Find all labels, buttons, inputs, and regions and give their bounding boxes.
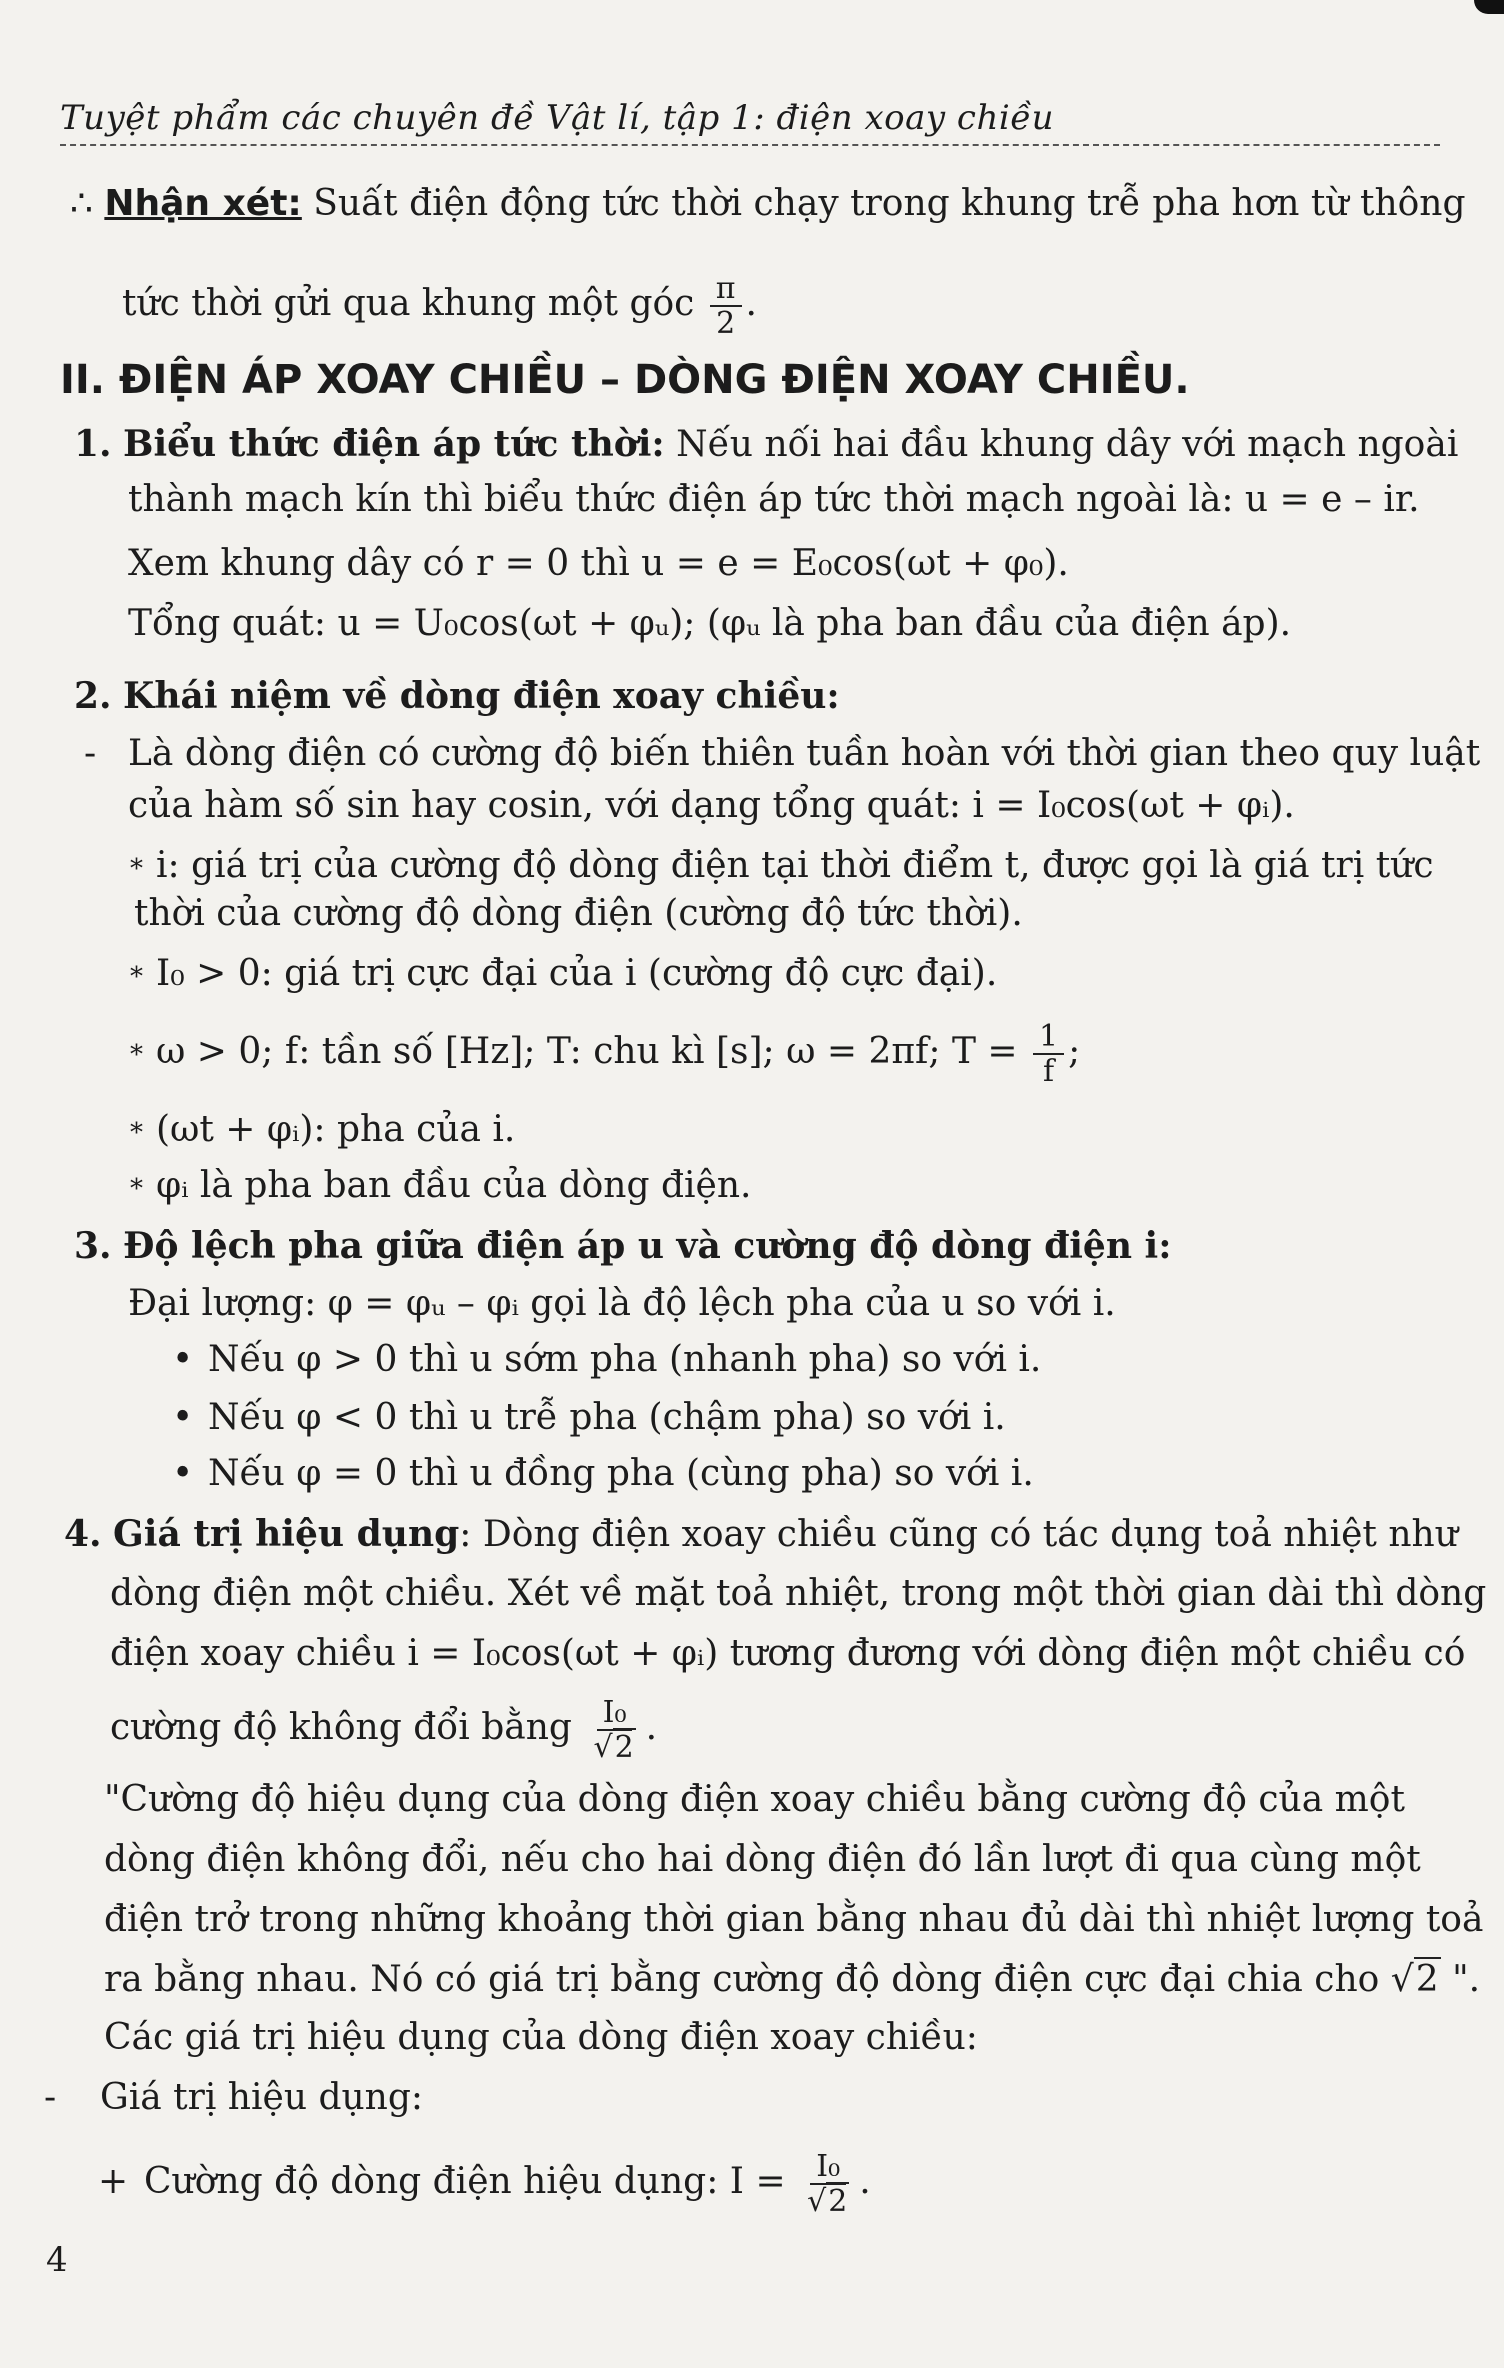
item4-line-3: điện xoay chiều i = I₀cos(ωt + φᵢ) tương đương với dòng điện một chiều có (110, 1633, 1466, 1674)
item-number: 4. (64, 1513, 102, 1555)
bullet-text: Nếu φ > 0 thì u sớm pha (nhanh pha) so với i. (208, 1339, 1042, 1380)
item1-line-4: Tổng quát: u = U₀cos(ωt + φᵤ); (φᵤ là pha ban đầu của điện áp). (128, 603, 1292, 644)
page-number: 4 (46, 2240, 68, 2280)
pi-over-2-fraction (710, 272, 742, 340)
item4-line-7 (98, 2150, 871, 2218)
item4-line-2: dòng điện một chiều. Xét về mặt toả nhiệt, trong một thời gian dài thì dòng (110, 1573, 1487, 1614)
item4-line-6 (44, 2074, 423, 2122)
item-number: 1. (74, 423, 112, 465)
star-bullet-icon: * (130, 962, 143, 992)
quote-line-1: "Cường độ hiệu dụng của dòng điện xoay chiều bằng cường độ của một (104, 1779, 1405, 1820)
i0-over-sqrt2-fraction (587, 1696, 641, 1764)
one-over-f-fraction (1033, 1020, 1064, 1088)
fraction-denominator: 2 (716, 306, 736, 341)
period: . (745, 283, 757, 324)
running-header: Tuyệt phẩm các chuyên đề Vật lí, tập 1: điện xoay chiều (60, 98, 1440, 146)
quote-line-2: dòng điện không đổi, nếu cho hai dòng điện đó lần lượt đi qua cùng một (104, 1839, 1421, 1880)
item2-title: Khái niệm về dòng điện xoay chiều: (123, 675, 840, 717)
item2-bullet-1b: thời của cường độ dòng điện (cường độ tức thời). (134, 893, 1023, 934)
period: . (645, 1707, 658, 1748)
item3-title: Độ lệch pha giữa điện áp u và cường độ dòng điện i: (123, 1225, 1172, 1267)
fraction-numerator: I₀ (597, 1696, 633, 1731)
period: . (859, 2161, 871, 2202)
quote-line-3: điện trở trong những khoảng thời gian bằng nhau đủ dài thì nhiệt lượng toả (104, 1899, 1484, 1940)
bullet-text: ω > 0; f: tần số [Hz]; T: chu kì [s]; ω = 2πf; T = (156, 1031, 1018, 1072)
item1-line-1 (74, 420, 1458, 469)
bullet-text: (ωt + φᵢ): pha của i. (156, 1109, 516, 1150)
fraction-numerator: π (710, 272, 742, 307)
dot-bullet-icon: • (172, 1397, 194, 1438)
bullet-text: i: giá trị của cường độ dòng điện tại thời điểm t, được gọi là giá trị tức (156, 845, 1434, 886)
item4-title: Giá trị hiệu dụng (113, 1513, 460, 1555)
quote-text-4: ra bằng nhau. Nó có giá trị bằng cường độ dòng điện cực đại chia cho (104, 1959, 1380, 2000)
fraction-numerator: I₀ (810, 2150, 846, 2185)
fraction-denominator: f (1043, 1054, 1055, 1089)
item-number: 2. (74, 675, 112, 717)
quote-end: ". (1440, 1959, 1481, 2000)
fraction-denominator: √2 (807, 2184, 848, 2219)
item2-text-1: Là dòng điện có cường độ biến thiên tuần hoàn với thời gian theo quy luật (128, 733, 1481, 774)
item2-bullet-1a (130, 842, 1434, 893)
item-number: 3. (74, 1225, 112, 1267)
dash-bullet: - (44, 2077, 57, 2118)
radicand: 2 (614, 1730, 634, 1765)
bullet-text: I₀ > 0: giá trị cực đại của i (cường độ cực đại). (156, 953, 998, 994)
star-bullet-icon: * (130, 1118, 143, 1148)
item2-bullet-2 (130, 950, 997, 1001)
item4-line-4 (110, 1696, 657, 1764)
fraction-numerator: 1 (1033, 1020, 1064, 1055)
item2-line-1 (74, 672, 840, 721)
remark-line-2 (122, 272, 757, 340)
semicolon: ; (1068, 1031, 1081, 1072)
item3-bullet-1 (172, 1336, 1041, 1384)
star-bullet-icon: * (130, 854, 143, 884)
remark-text-1: Suất điện động tức thời chạy trong khung trễ pha hơn từ thông (301, 183, 1466, 224)
item4-text-4: cường độ không đổi bằng (110, 1707, 572, 1748)
radicand: 2 (1415, 1959, 1439, 2000)
item2-line-3: của hàm số sin hay cosin, với dạng tổng quát: i = I₀cos(ωt + φᵢ). (128, 785, 1295, 826)
dot-bullet-icon: • (172, 1339, 194, 1380)
radicand: 2 (828, 2184, 848, 2219)
item3-line-2: Đại lượng: φ = φᵤ – φᵢ gọi là độ lệch pha của u so với i. (128, 1283, 1116, 1324)
star-bullet-icon: * (130, 1040, 143, 1070)
remark-text-2: tức thời gửi qua khung một góc (122, 283, 695, 324)
remark-label: Nhận xét: (104, 183, 302, 224)
star-bullet-icon: * (130, 1174, 143, 1204)
item1-line-3: Xem khung dây có r = 0 thì u = e = E₀cos(ωt + φ₀). (128, 543, 1069, 584)
item3-bullet-2 (172, 1394, 1006, 1442)
item1-title: Biểu thức điện áp tức thời: (123, 423, 665, 465)
item4-text-1: : Dòng điện xoay chiều cũng có tác dụng toả nhiệt như (459, 1514, 1458, 1555)
item4-text-6: Giá trị hiệu dụng: (100, 2077, 424, 2118)
quote-line-4: ra bằng nhau. Nó có giá trị bằng cường độ dòng điện cực đại chia cho √2 ". (104, 1959, 1481, 2000)
item1-text-1: Nếu nối hai đầu khung dây với mạch ngoài (664, 424, 1459, 465)
item3-bullet-3 (172, 1450, 1034, 1498)
section-title: II. ĐIỆN ÁP XOAY CHIỀU – DÒNG ĐIỆN XOAY CHIỀU. (60, 357, 1190, 403)
item2-bullet-3 (130, 1020, 1080, 1088)
item4-text-7: Cường độ dòng điện hiệu dụng: I = (144, 2161, 786, 2202)
effective-current-fraction (801, 2150, 855, 2218)
dash-bullet: - (84, 733, 97, 774)
therefore-icon: ∴ (70, 183, 93, 224)
remark-line-1 (70, 180, 1466, 228)
item1-line-2: thành mạch kín thì biểu thức điện áp tức thời mạch ngoài là: u = e – ir. (128, 479, 1420, 520)
bullet-text: φᵢ là pha ban đầu của dòng điện. (156, 1165, 752, 1206)
item4-line-5: Các giá trị hiệu dụng của dòng điện xoay chiều: (104, 2017, 978, 2058)
bullet-text: Nếu φ < 0 thì u trễ pha (chậm pha) so với i. (208, 1397, 1006, 1438)
fraction-denominator: √2 (593, 1730, 634, 1765)
item4-line-1 (64, 1510, 1458, 1559)
item2-line-2 (84, 730, 1480, 778)
item3-line-1 (74, 1222, 1172, 1271)
dot-bullet-icon: • (172, 1453, 194, 1494)
plus-bullet-icon: + (98, 2161, 129, 2202)
bullet-text: Nếu φ = 0 thì u đồng pha (cùng pha) so với i. (208, 1453, 1034, 1494)
item2-bullet-5 (130, 1162, 751, 1213)
item2-bullet-4 (130, 1106, 515, 1157)
corner-mark (1474, 0, 1504, 14)
